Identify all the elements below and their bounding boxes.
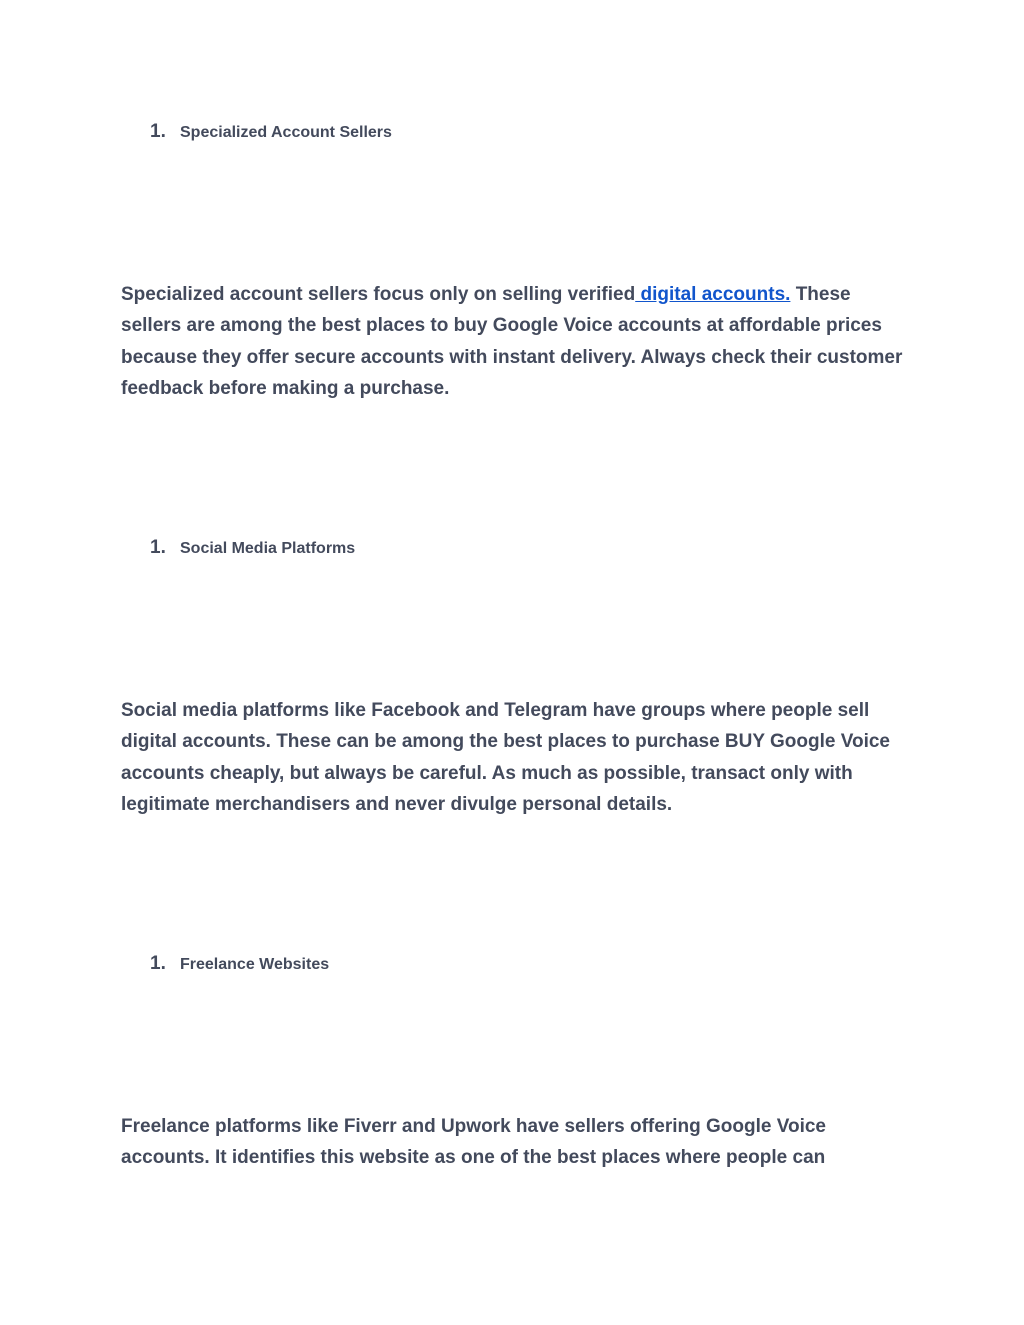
list-number: 1.	[150, 953, 166, 974]
paragraph-text: Specialized account sellers focus only on selling verified	[121, 284, 636, 305]
list-heading-specialized-account-sellers	[150, 121, 392, 143]
paragraph-social-media-platforms: Social media platforms like Facebook and Telegram have groups where people sell digital accounts. These can be among the best places to purchase BUY Google Voice accounts cheaply, but always be careful. As much as possible, transact only with legitimate merchandisers and never divulge personal details.	[121, 700, 890, 816]
list-number: 1.	[150, 121, 166, 142]
list-heading-social-media-platforms	[150, 537, 355, 559]
paragraph-text: These sellers are among the best places to buy Google Voice accounts at affordable prices because they offer secure accounts with instant delivery. Always check their customer feedback before making a purchase.	[121, 284, 903, 400]
list-heading-freelance-websites	[150, 953, 329, 975]
paragraph-freelance-websites: Freelance platforms like Fiverr and Upwork have sellers offering Google Voice accounts. It identifies this website as one of the best places where people can	[121, 1116, 826, 1169]
heading-title: Freelance Websites	[180, 956, 330, 973]
paragraph-specialized-account-sellers	[121, 279, 911, 405]
heading-title: Social Media Platforms	[180, 540, 356, 557]
digital-accounts-link[interactable]: digital accounts.	[635, 284, 791, 305]
list-number: 1.	[150, 537, 166, 558]
heading-title: Specialized Account Sellers	[180, 124, 392, 141]
